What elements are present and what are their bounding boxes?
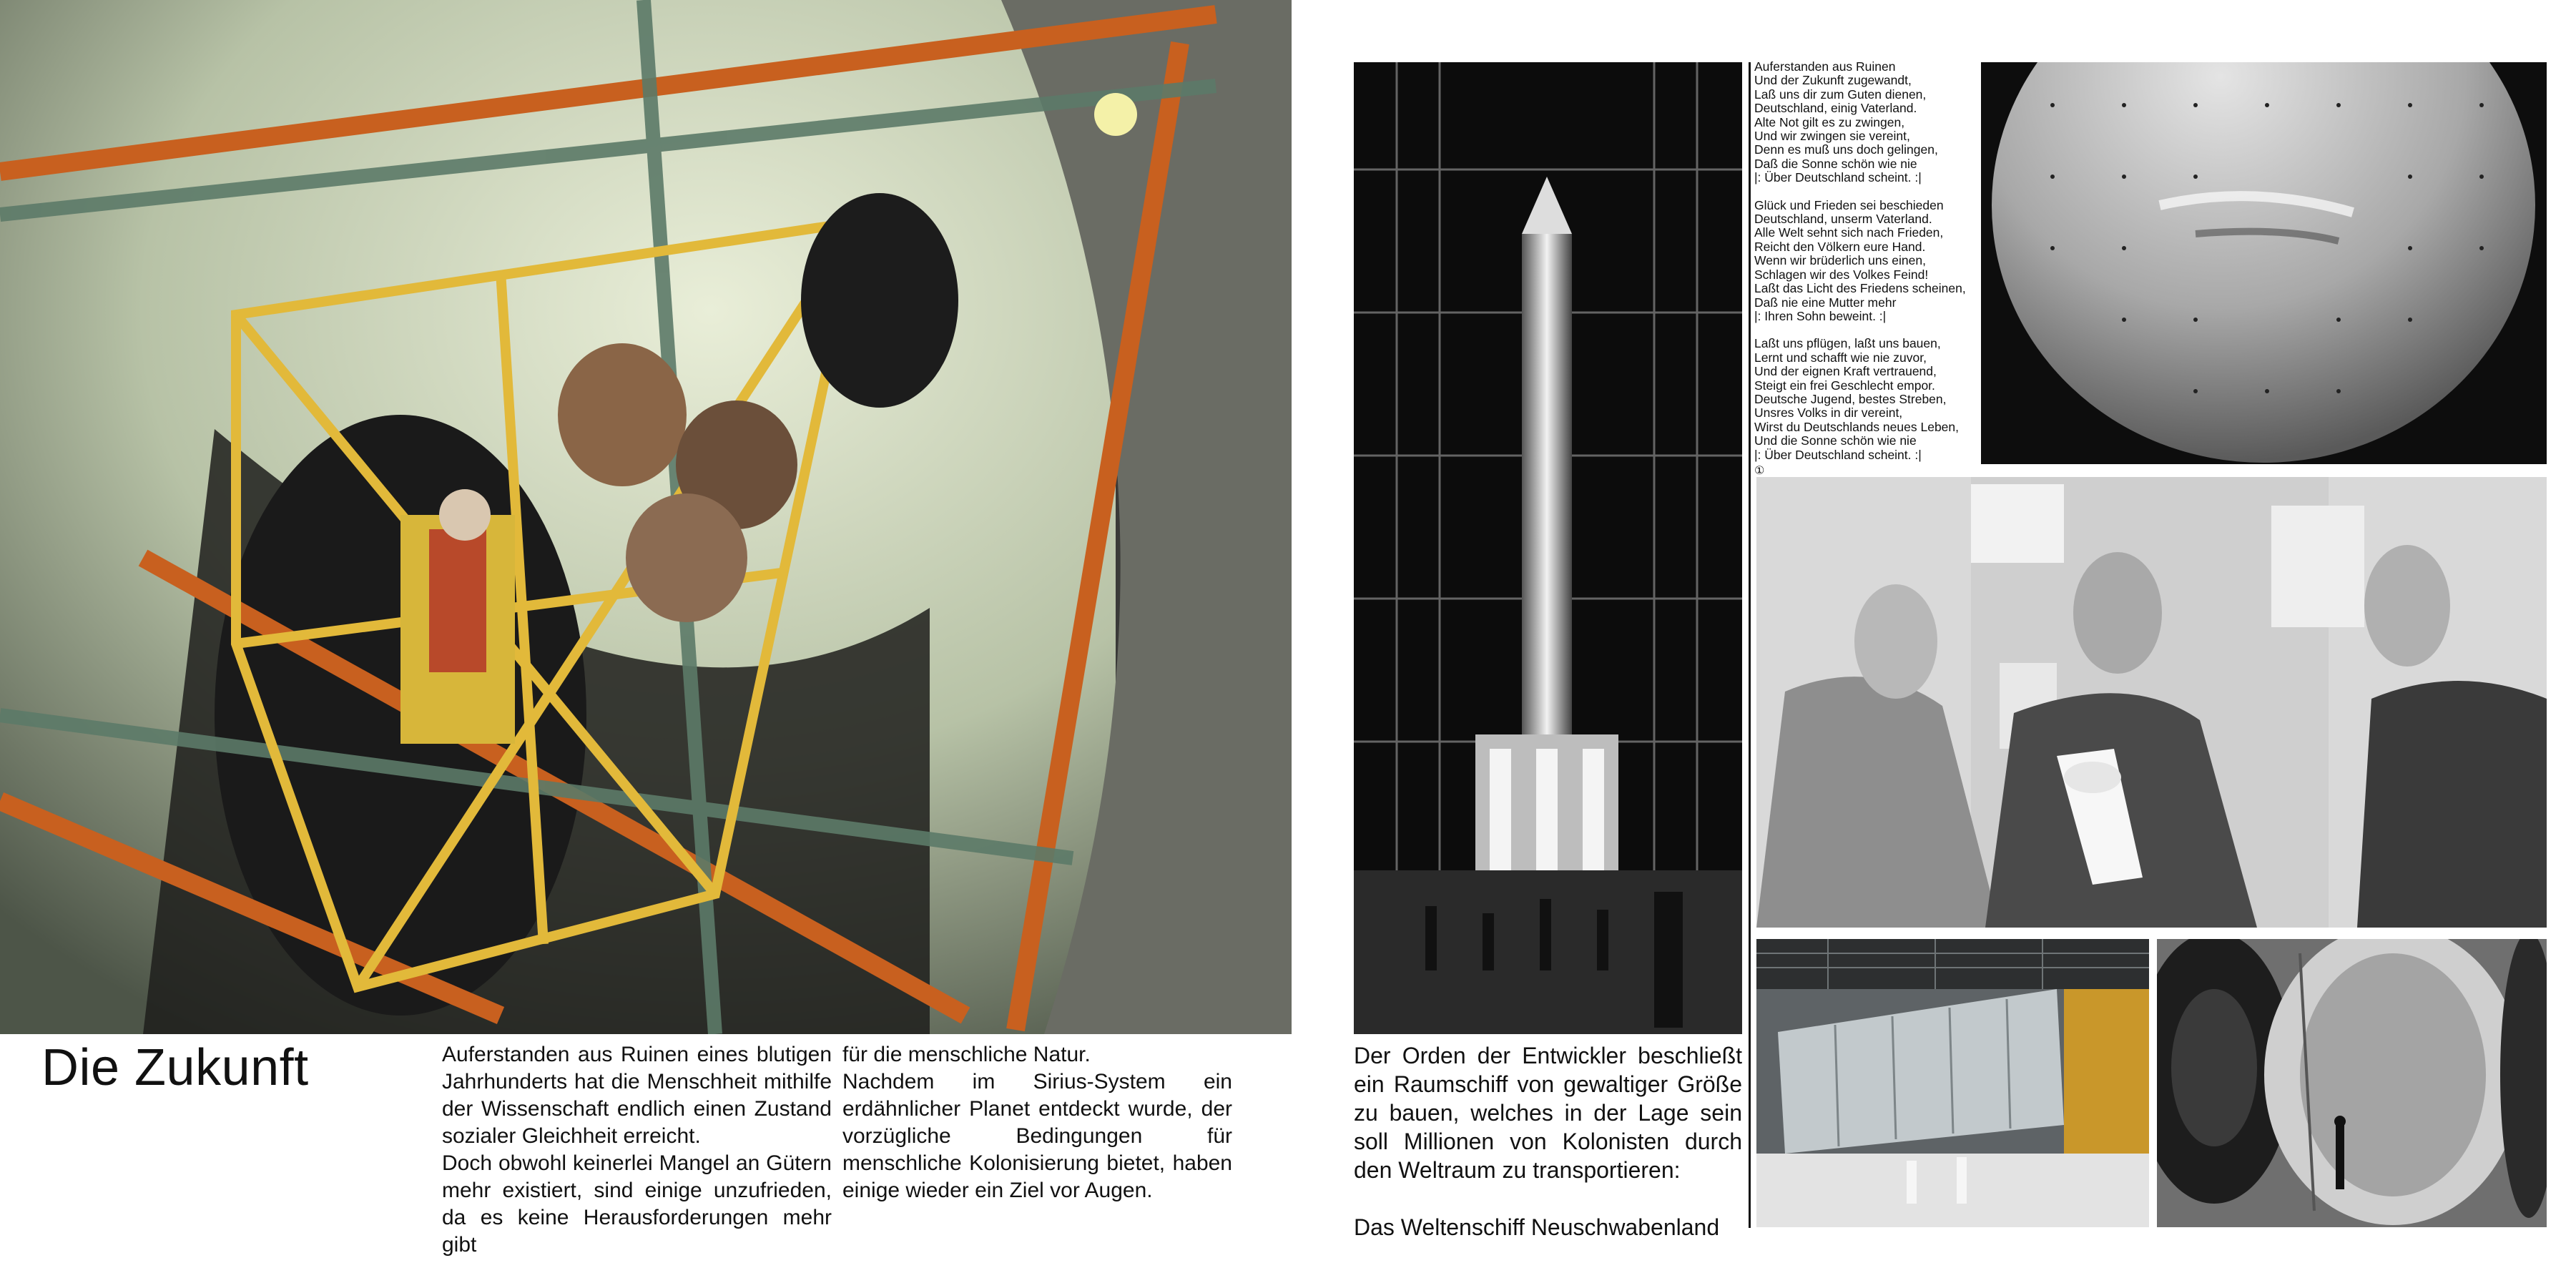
- spacecraft-module-assembly-photo: [1756, 939, 2149, 1227]
- right-text-block: [1354, 1041, 1742, 1242]
- left-text-column-1: [442, 1041, 832, 1259]
- planet-surface-photo: [1981, 62, 2547, 464]
- vacuum-chamber-photo: [2157, 939, 2547, 1227]
- page-title: Die Zukunft: [41, 1039, 309, 1096]
- poem-stanza-3: Laßt uns pflügen, laßt uns bauen, Lernt und schafft wie nie zuvor, Und der eignen Kraft vertrauend, Steigt ein frei Geschlecht empor. Deutsche Jugend, bestes Streben, Unsres Volks in dir vereint, Wirst du Deutschlands neues Leben, Und die Sonne schön wie nie |: Über Deutschland scheint. :|: [1754, 336, 1959, 462]
- poem-stanza-2: Glück und Frieden sei beschieden Deutschland, unserm Vaterland. Alle Welt sehnt sich nach Frieden, Reicht den Völkern eure Hand. Wenn wir brüderlich uns einen, Schlagen wir des Volkes Feind! Laßt das Licht des Friedens scheinen, Daß nie eine Mutter mehr |: Ihren Sohn beweint. :|: [1754, 197, 1966, 323]
- gyroscope-training-rig-photo: [0, 0, 1292, 1034]
- poem-block: [1754, 60, 1976, 478]
- footnote-mark: ①: [1754, 464, 1765, 477]
- left-col2-paragraph-1: für die menschliche Natur.: [842, 1043, 1091, 1066]
- right-paragraph-1: Der Orden der Entwickler beschließt ein Raumschiff von gewaltiger Größe zu bauen, welches in der Lage sein soll Millionen von Kolonisten durch den Weltraum zu transportieren:: [1354, 1043, 1742, 1183]
- left-col1-paragraph-2: Doch obwohl keinerlei Mangel an Gütern mehr existiert, sind einige unzufrieden, da es keine Herausforderungen mehr gibt: [442, 1151, 832, 1257]
- rocket-launch-tower-photo: [1354, 62, 1742, 1034]
- column-divider: [1749, 62, 1751, 1228]
- three-men-with-model-photo: [1756, 477, 2547, 928]
- left-text-column-2: [842, 1041, 1232, 1204]
- right-paragraph-2: Das Weltenschiff Neuschwabenland: [1354, 1214, 1720, 1240]
- poem-stanza-1: Auferstanden aus Ruinen Und der Zukunft zugewandt, Laß uns dir zum Guten dienen, Deutschland, einig Vaterland. Alte Not gilt es zu zwingen, Und wir zwingen sie vereint, Denn es muß uns doch gelingen, Daß die Sonne schön wie nie |: Über Deutschland scheint. :|: [1754, 59, 1938, 185]
- left-col2-paragraph-2: Nachdem im Sirius-System ein erdähnlicher Planet entdeckt wurde, der vorzügliche Bedingungen für menschliche Kolonisierung bietet, haben einige wieder ein Ziel vor Augen.: [842, 1070, 1232, 1202]
- left-col1-paragraph-1: Auferstanden aus Ruinen eines blutigen Jahrhunderts hat die Menschheit mithilfe der Wissenschaft endlich einen Zustand sozialer Gleichheit erreicht.: [442, 1043, 832, 1148]
